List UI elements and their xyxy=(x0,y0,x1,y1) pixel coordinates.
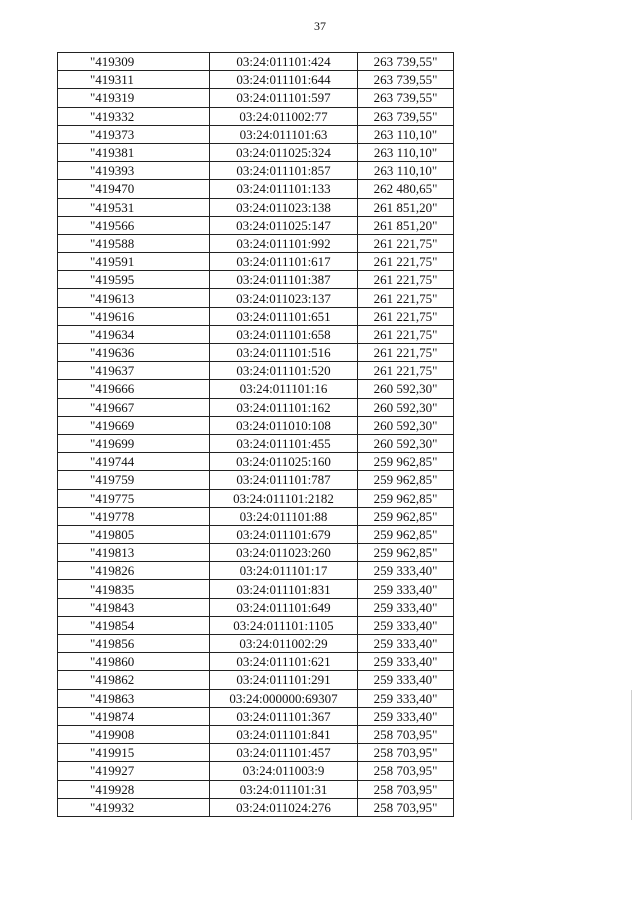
row-code-cell: "419667 xyxy=(58,398,210,416)
row-price-cell: 258 703,95" xyxy=(358,762,454,780)
row-price-cell: 259 962,85" xyxy=(358,453,454,471)
row-price-cell: 260 592,30" xyxy=(358,416,454,434)
row-cadastral-cell: 03:24:011010:108 xyxy=(210,416,358,434)
row-price-cell: 260 592,30" xyxy=(358,380,454,398)
table-row xyxy=(58,271,454,289)
row-price-cell: 263 110,10" xyxy=(358,125,454,143)
table-row xyxy=(58,471,454,489)
row-price-cell: 261 221,75" xyxy=(358,344,454,362)
table-row xyxy=(58,234,454,252)
row-code-cell: "419744 xyxy=(58,453,210,471)
table-row xyxy=(58,725,454,743)
row-code-cell: "419826 xyxy=(58,562,210,580)
row-code-cell: "419613 xyxy=(58,289,210,307)
row-cadastral-cell: 03:24:011101:133 xyxy=(210,180,358,198)
row-price-cell: 259 333,40" xyxy=(358,635,454,653)
row-price-cell: 259 333,40" xyxy=(358,598,454,616)
row-price-cell: 261 851,20" xyxy=(358,198,454,216)
row-code-cell: "419699 xyxy=(58,434,210,452)
row-code-cell: "419862 xyxy=(58,671,210,689)
table-row xyxy=(58,635,454,653)
page-number: 37 xyxy=(314,19,326,33)
row-price-cell: 258 703,95" xyxy=(358,780,454,798)
row-cadastral-cell: 03:24:000000:69307 xyxy=(210,689,358,707)
row-cadastral-cell: 03:24:011101:520 xyxy=(210,362,358,380)
row-code-cell: "419531 xyxy=(58,198,210,216)
table-row xyxy=(58,380,454,398)
row-cadastral-cell: 03:24:011101:992 xyxy=(210,234,358,252)
table-row xyxy=(58,125,454,143)
row-price-cell: 259 962,85" xyxy=(358,471,454,489)
row-price-cell: 260 592,30" xyxy=(358,398,454,416)
table-row xyxy=(58,616,454,634)
row-cadastral-cell: 03:24:011101:617 xyxy=(210,253,358,271)
row-code-cell: "419863 xyxy=(58,689,210,707)
table-row xyxy=(58,762,454,780)
row-code-cell: "419588 xyxy=(58,234,210,252)
table-row xyxy=(58,162,454,180)
table-row xyxy=(58,307,454,325)
row-cadastral-cell: 03:24:011101:649 xyxy=(210,598,358,616)
row-code-cell: "419393 xyxy=(58,162,210,180)
row-price-cell: 259 333,40" xyxy=(358,653,454,671)
row-code-cell: "419666 xyxy=(58,380,210,398)
row-cadastral-cell: 03:24:011101:651 xyxy=(210,307,358,325)
row-cadastral-cell: 03:24:011101:787 xyxy=(210,471,358,489)
row-cadastral-cell: 03:24:011002:77 xyxy=(210,107,358,125)
row-code-cell: "419595 xyxy=(58,271,210,289)
row-code-cell: "419843 xyxy=(58,598,210,616)
row-cadastral-cell: 03:24:011101:1105 xyxy=(210,616,358,634)
table-row xyxy=(58,53,454,71)
table-row xyxy=(58,434,454,452)
table-row xyxy=(58,525,454,543)
row-cadastral-cell: 03:24:011101:841 xyxy=(210,725,358,743)
row-cadastral-cell: 03:24:011023:137 xyxy=(210,289,358,307)
row-price-cell: 259 962,85" xyxy=(358,507,454,525)
row-price-cell: 261 221,75" xyxy=(358,271,454,289)
table-row xyxy=(58,453,454,471)
row-code-cell: "419927 xyxy=(58,762,210,780)
table-row xyxy=(58,707,454,725)
row-price-cell: 259 962,85" xyxy=(358,544,454,562)
row-code-cell: "419856 xyxy=(58,635,210,653)
table-row xyxy=(58,344,454,362)
table-row xyxy=(58,544,454,562)
table-row xyxy=(58,689,454,707)
row-price-cell: 263 739,55" xyxy=(358,89,454,107)
table-row xyxy=(58,653,454,671)
table-row xyxy=(58,216,454,234)
row-cadastral-cell: 03:24:011101:63 xyxy=(210,125,358,143)
row-code-cell: "419835 xyxy=(58,580,210,598)
row-cadastral-cell: 03:24:011101:88 xyxy=(210,507,358,525)
row-cadastral-cell: 03:24:011101:387 xyxy=(210,271,358,289)
scan-edge-mark xyxy=(631,690,632,820)
table-row xyxy=(58,362,454,380)
row-cadastral-cell: 03:24:011023:260 xyxy=(210,544,358,562)
table-row xyxy=(58,562,454,580)
row-cadastral-cell: 03:24:011025:147 xyxy=(210,216,358,234)
table-row xyxy=(58,143,454,161)
row-price-cell: 261 851,20" xyxy=(358,216,454,234)
row-cadastral-cell: 03:24:011101:831 xyxy=(210,580,358,598)
row-price-cell: 259 333,40" xyxy=(358,616,454,634)
row-cadastral-cell: 03:24:011101:597 xyxy=(210,89,358,107)
row-code-cell: "419669 xyxy=(58,416,210,434)
row-code-cell: "419908 xyxy=(58,725,210,743)
table-row xyxy=(58,71,454,89)
row-code-cell: "419874 xyxy=(58,707,210,725)
row-price-cell: 261 221,75" xyxy=(358,253,454,271)
row-code-cell: "419775 xyxy=(58,489,210,507)
row-price-cell: 259 962,85" xyxy=(358,525,454,543)
row-price-cell: 261 221,75" xyxy=(358,234,454,252)
registry-table xyxy=(57,52,454,817)
row-cadastral-cell: 03:24:011101:367 xyxy=(210,707,358,725)
row-price-cell: 258 703,95" xyxy=(358,744,454,762)
row-cadastral-cell: 03:24:011101:162 xyxy=(210,398,358,416)
row-code-cell: "419381 xyxy=(58,143,210,161)
row-code-cell: "419616 xyxy=(58,307,210,325)
row-code-cell: "419932 xyxy=(58,798,210,816)
row-cadastral-cell: 03:24:011101:644 xyxy=(210,71,358,89)
row-cadastral-cell: 03:24:011101:16 xyxy=(210,380,358,398)
table-row xyxy=(58,598,454,616)
row-price-cell: 261 221,75" xyxy=(358,289,454,307)
table-row xyxy=(58,507,454,525)
row-code-cell: "419309 xyxy=(58,53,210,71)
row-cadastral-cell: 03:24:011025:160 xyxy=(210,453,358,471)
table-row xyxy=(58,416,454,434)
row-code-cell: "419634 xyxy=(58,325,210,343)
row-code-cell: "419319 xyxy=(58,89,210,107)
row-price-cell: 263 110,10" xyxy=(358,162,454,180)
row-cadastral-cell: 03:24:011101:17 xyxy=(210,562,358,580)
row-code-cell: "419759 xyxy=(58,471,210,489)
row-code-cell: "419805 xyxy=(58,525,210,543)
row-price-cell: 261 221,75" xyxy=(358,307,454,325)
row-price-cell: 259 333,40" xyxy=(358,689,454,707)
row-cadastral-cell: 03:24:011101:658 xyxy=(210,325,358,343)
row-cadastral-cell: 03:24:011101:679 xyxy=(210,525,358,543)
row-code-cell: "419637 xyxy=(58,362,210,380)
row-code-cell: "419854 xyxy=(58,616,210,634)
row-code-cell: "419332 xyxy=(58,107,210,125)
row-code-cell: "419566 xyxy=(58,216,210,234)
row-price-cell: 259 333,40" xyxy=(358,671,454,689)
row-cadastral-cell: 03:24:011101:457 xyxy=(210,744,358,762)
row-cadastral-cell: 03:24:011101:621 xyxy=(210,653,358,671)
row-code-cell: "419636 xyxy=(58,344,210,362)
row-cadastral-cell: 03:24:011002:29 xyxy=(210,635,358,653)
row-cadastral-cell: 03:24:011024:276 xyxy=(210,798,358,816)
row-cadastral-cell: 03:24:011101:31 xyxy=(210,780,358,798)
row-cadastral-cell: 03:24:011025:324 xyxy=(210,143,358,161)
row-cadastral-cell: 03:24:011101:455 xyxy=(210,434,358,452)
row-price-cell: 259 333,40" xyxy=(358,562,454,580)
table-row xyxy=(58,89,454,107)
table-row xyxy=(58,253,454,271)
table-row xyxy=(58,744,454,762)
table-row xyxy=(58,198,454,216)
row-price-cell: 261 221,75" xyxy=(358,362,454,380)
table-row xyxy=(58,780,454,798)
row-cadastral-cell: 03:24:011003:9 xyxy=(210,762,358,780)
registry-table-body xyxy=(58,53,454,817)
table-row xyxy=(58,107,454,125)
row-price-cell: 259 333,40" xyxy=(358,580,454,598)
row-price-cell: 260 592,30" xyxy=(358,434,454,452)
row-price-cell: 262 480,65" xyxy=(358,180,454,198)
table-row xyxy=(58,489,454,507)
table-row xyxy=(58,180,454,198)
row-cadastral-cell: 03:24:011101:424 xyxy=(210,53,358,71)
row-code-cell: "419591 xyxy=(58,253,210,271)
row-price-cell: 258 703,95" xyxy=(358,725,454,743)
row-code-cell: "419778 xyxy=(58,507,210,525)
table-row xyxy=(58,798,454,816)
row-code-cell: "419470 xyxy=(58,180,210,198)
table-row xyxy=(58,580,454,598)
row-code-cell: "419373 xyxy=(58,125,210,143)
table-row xyxy=(58,671,454,689)
row-price-cell: 263 739,55" xyxy=(358,71,454,89)
row-price-cell: 261 221,75" xyxy=(358,325,454,343)
row-cadastral-cell: 03:24:011023:138 xyxy=(210,198,358,216)
row-cadastral-cell: 03:24:011101:2182 xyxy=(210,489,358,507)
row-price-cell: 263 739,55" xyxy=(358,53,454,71)
row-price-cell: 258 703,95" xyxy=(358,798,454,816)
table-row xyxy=(58,398,454,416)
row-cadastral-cell: 03:24:011101:516 xyxy=(210,344,358,362)
row-code-cell: "419813 xyxy=(58,544,210,562)
row-cadastral-cell: 03:24:011101:291 xyxy=(210,671,358,689)
row-cadastral-cell: 03:24:011101:857 xyxy=(210,162,358,180)
row-price-cell: 263 110,10" xyxy=(358,143,454,161)
row-price-cell: 259 333,40" xyxy=(358,707,454,725)
row-price-cell: 263 739,55" xyxy=(358,107,454,125)
row-code-cell: "419928 xyxy=(58,780,210,798)
table-row xyxy=(58,289,454,307)
row-code-cell: "419311 xyxy=(58,71,210,89)
row-price-cell: 259 962,85" xyxy=(358,489,454,507)
row-code-cell: "419915 xyxy=(58,744,210,762)
table-row xyxy=(58,325,454,343)
row-code-cell: "419860 xyxy=(58,653,210,671)
